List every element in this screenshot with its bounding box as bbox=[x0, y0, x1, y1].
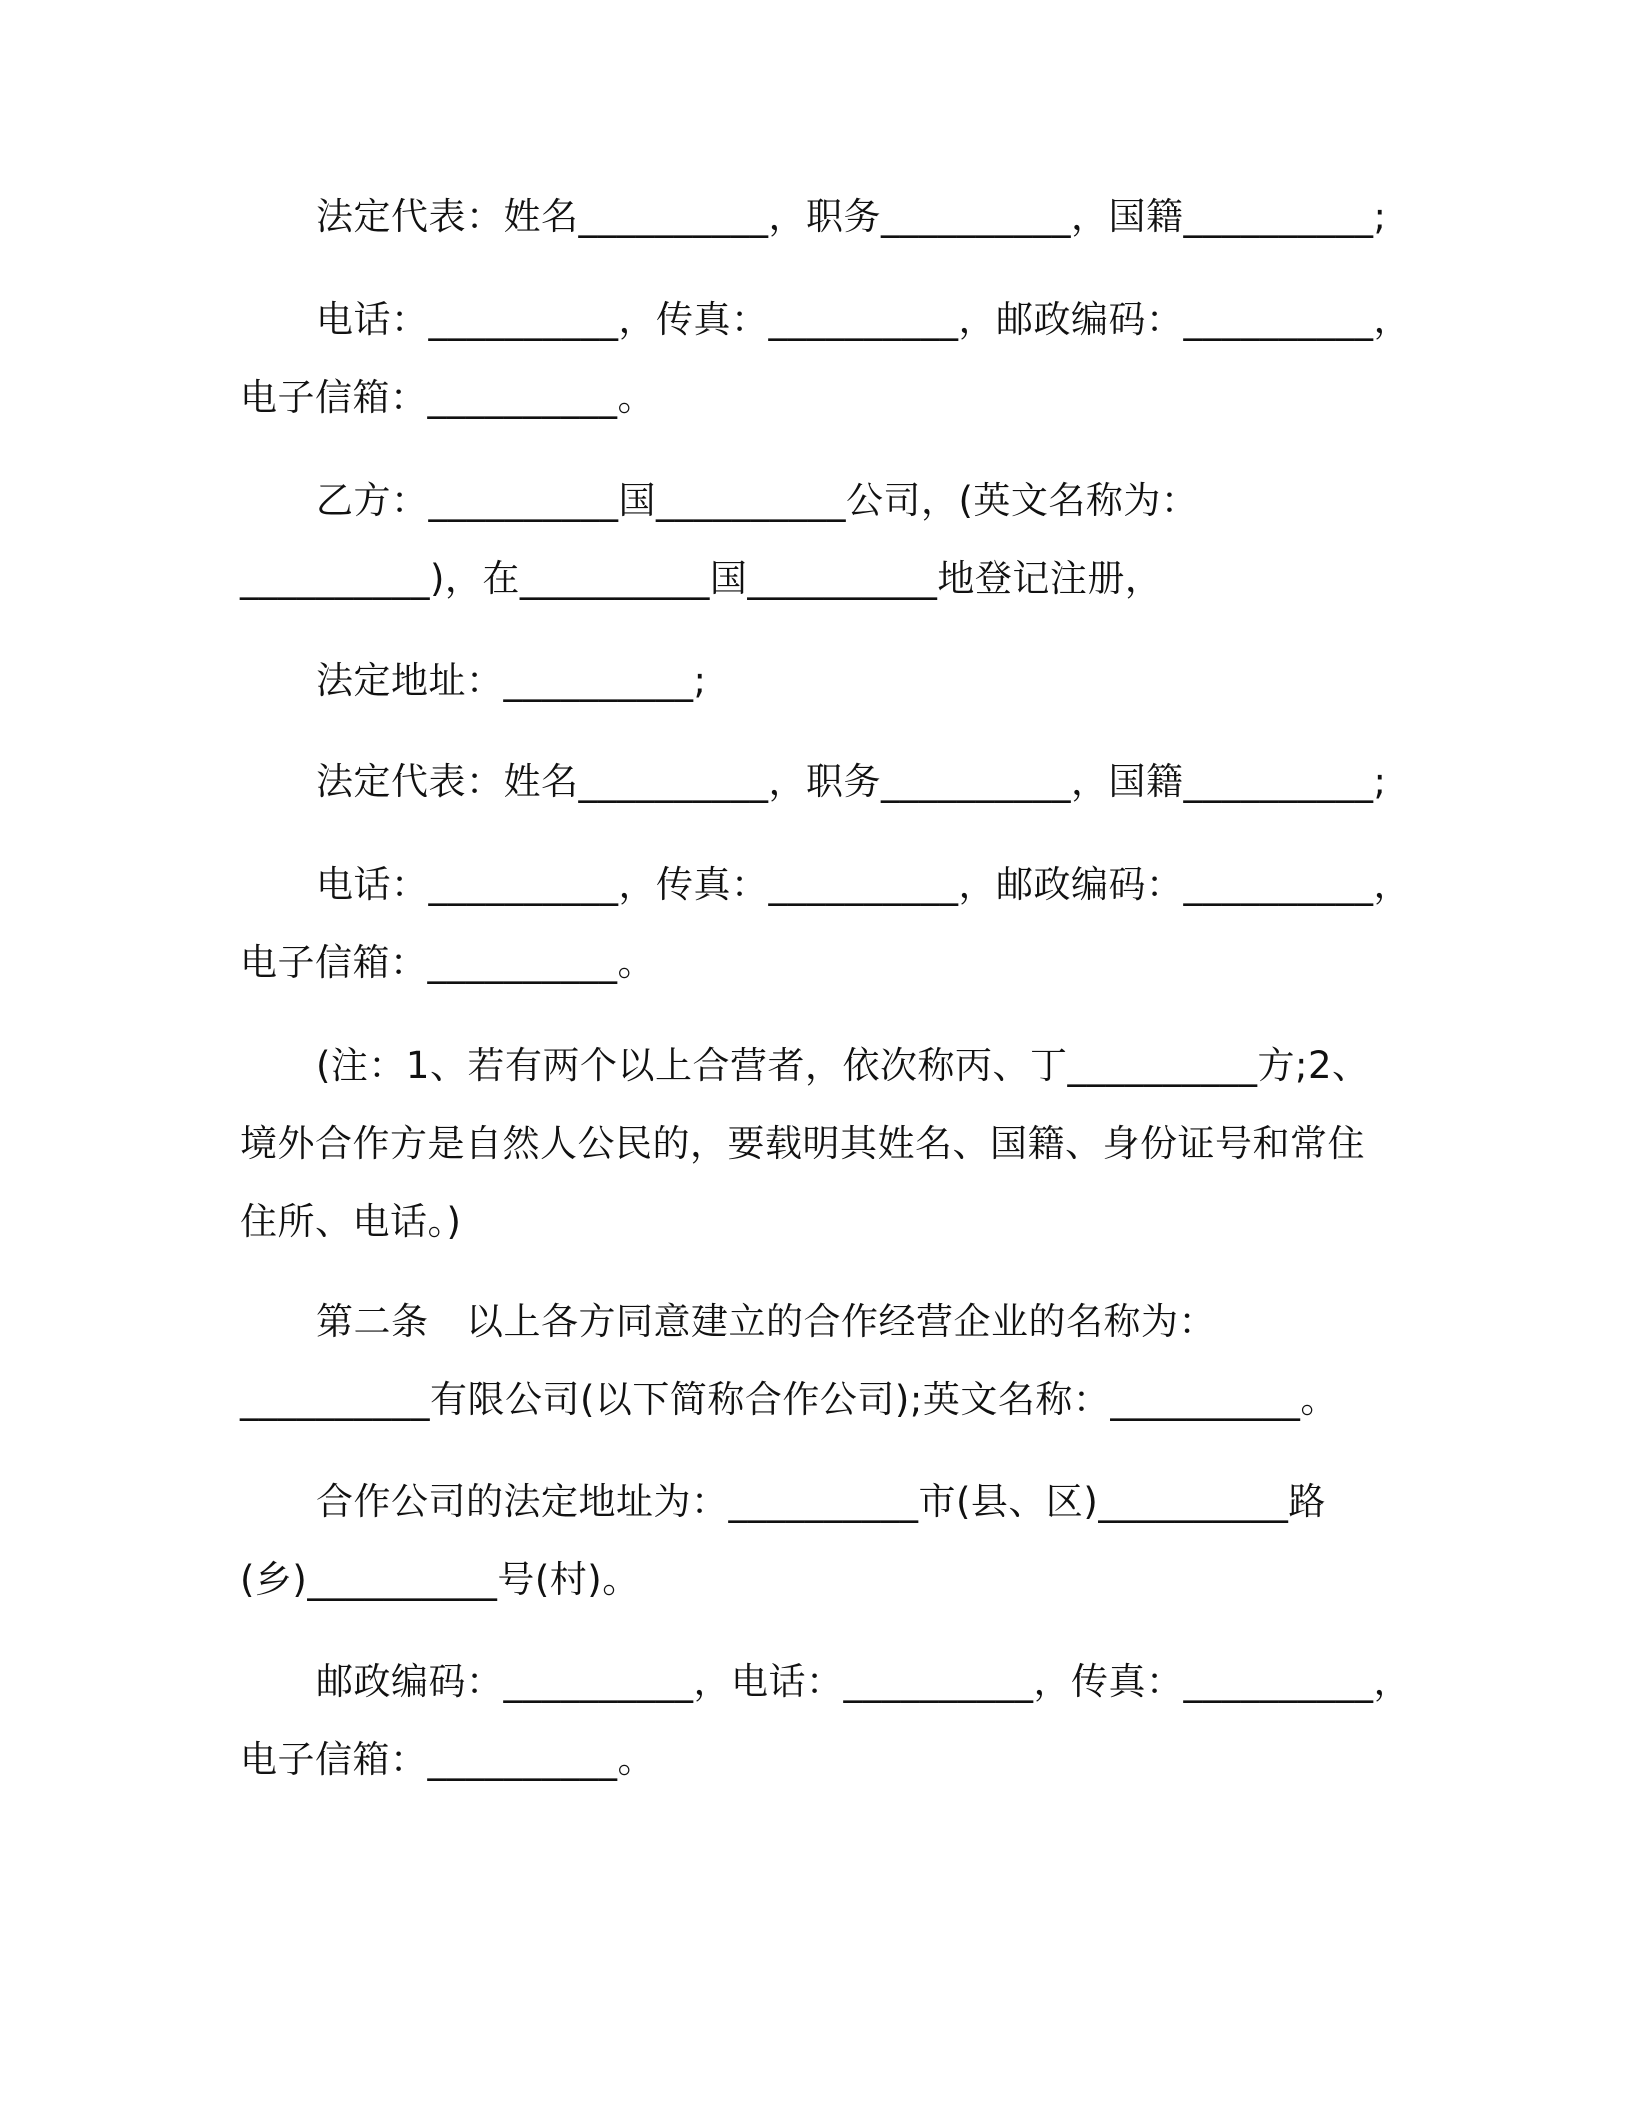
text-line: 法定代表：姓名__________，职务__________，国籍__________; bbox=[316, 195, 1387, 238]
text-line: 电子信箱：__________。 bbox=[240, 941, 655, 984]
paragraph-party-b-contact bbox=[240, 846, 1411, 1002]
paragraph-note bbox=[240, 1027, 1400, 1261]
paragraph-article-two bbox=[240, 1283, 1400, 1439]
text-line: 住所、电话。) bbox=[240, 1200, 462, 1243]
text-line: (乡)__________号(村)。 bbox=[240, 1558, 640, 1601]
text-line: 乙方：__________国__________公司，(英文名称为： bbox=[316, 479, 1199, 522]
text-line: __________有限公司(以下简称合作公司);英文名称：__________。 bbox=[240, 1378, 1338, 1421]
text-line: 法定代表：姓名__________，职务__________，国籍__________; bbox=[316, 760, 1387, 803]
paragraph-party-b-name bbox=[240, 462, 1400, 618]
paragraph-party-b-address bbox=[240, 642, 1400, 720]
paragraph-party-a-contact bbox=[240, 281, 1411, 437]
paragraph-party-b-legal-rep bbox=[240, 743, 1400, 821]
text-line: 境外合作方是自然人公民的，要载明其姓名、国籍、身份证号和常住 bbox=[240, 1122, 1365, 1165]
paragraph-company-address bbox=[240, 1463, 1400, 1619]
text-line: 电子信箱：__________。 bbox=[240, 1738, 655, 1781]
paragraph-company-contact bbox=[240, 1643, 1411, 1799]
text-line: 电话：__________，传真：__________，邮政编码：__________， bbox=[316, 863, 1411, 906]
text-line: 电话：__________，传真：__________，邮政编码：__________， bbox=[316, 298, 1411, 341]
text-line: 电子信箱：__________。 bbox=[240, 376, 655, 419]
text-line: 法定地址：__________; bbox=[316, 659, 707, 702]
text-line: (注：1、若有两个以上合营者，依次称丙、丁__________方;2、 bbox=[316, 1044, 1370, 1087]
text-line: 邮政编码：__________，电话：__________，传真：__________， bbox=[316, 1660, 1411, 1703]
text-line: 合作公司的法定地址为：__________市(县、区)__________路 bbox=[316, 1480, 1326, 1523]
text-line: 第二条 以上各方同意建立的合作经营企业的名称为： bbox=[316, 1300, 1216, 1343]
paragraph-party-a-legal-rep bbox=[240, 178, 1400, 256]
text-line: __________)，在__________国__________地登记注册， bbox=[240, 557, 1163, 600]
